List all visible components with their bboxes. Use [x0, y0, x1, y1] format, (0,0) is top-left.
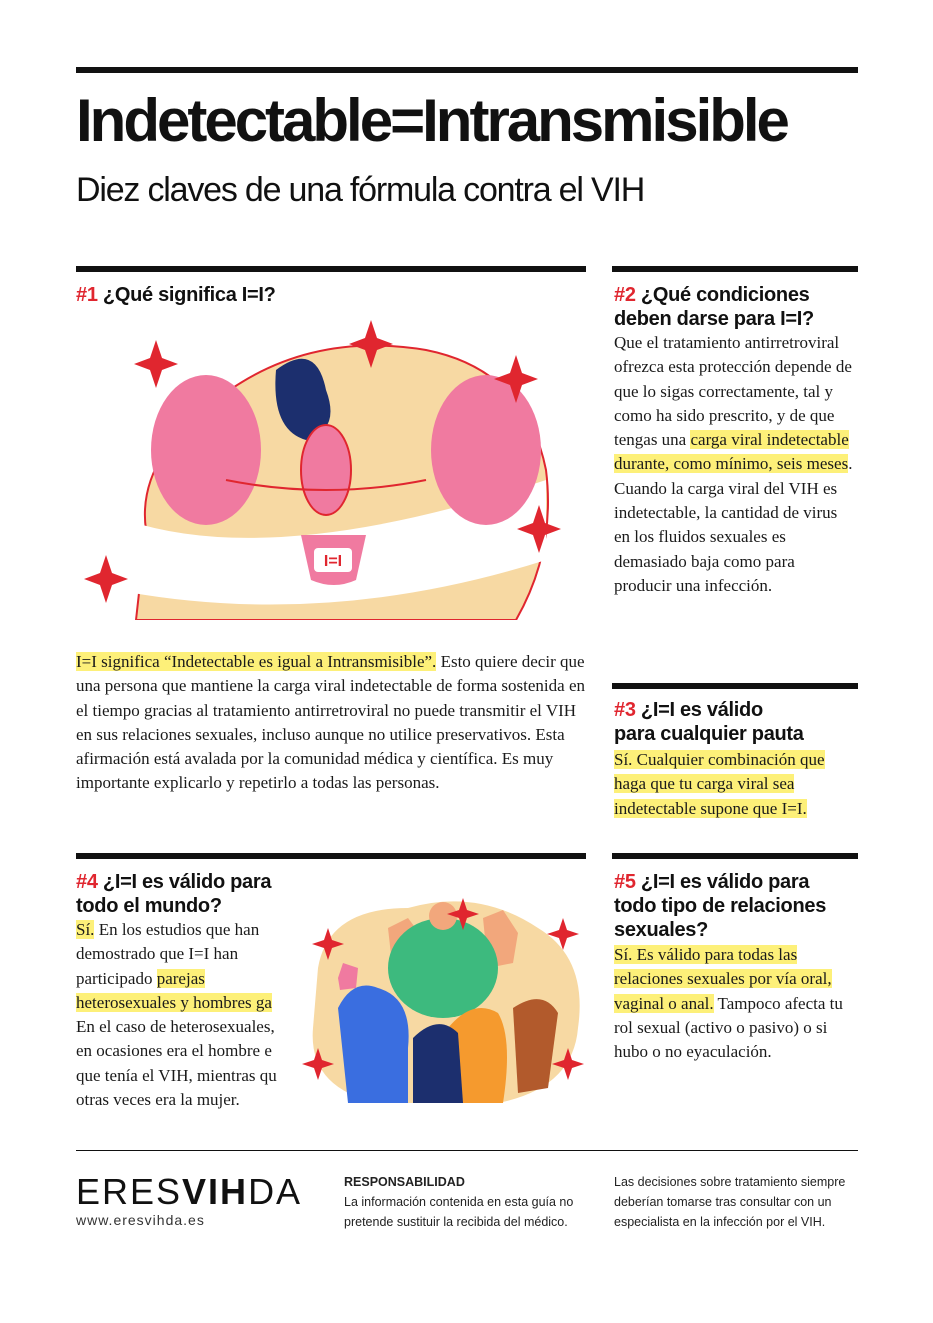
section-1-heading: ¿Qué significa I=I? — [102, 284, 276, 306]
section-4-text-1: En los estudios que han demostrado que I=I han participado — [76, 920, 260, 988]
section-5-heading-line3: sexuales? — [614, 919, 709, 941]
disclaimer-text: La información contenida en esta guía no pretende sustituir la recibida del médico. — [344, 1195, 574, 1229]
page-subtitle: Diez claves de una fórmula contra el VIH — [76, 171, 645, 209]
section-4-number: #4 — [76, 871, 98, 893]
section-2-highlight: carga viral indetectable durante, como mínimo, seis meses — [614, 430, 849, 474]
section-2-text-after: . Cuando la carga viral del VIH es indetectable, la cantidad de virus en los fluidos sexuales es demasiado baja como para producir una infección. — [614, 454, 853, 595]
section-3-body — [614, 748, 858, 821]
section-2-title — [614, 283, 858, 331]
section-4-rule — [76, 853, 586, 859]
section-3-heading-line2: para cualquier pauta — [614, 723, 804, 745]
section-1-title — [76, 283, 586, 307]
section-5-text: Tampoco afecta tu rol sexual (activo o pasivo) o si hubo o no eyaculación. — [614, 993, 843, 1062]
section-5-highlight: Sí. Es válido para todas las relaciones sexuales por vía oral, vaginal o anal. — [614, 945, 832, 1013]
section-1-body — [76, 650, 588, 796]
section-4-highlight-1: Sí. — [76, 920, 95, 939]
disclaimer-title: RESPONSABILIDAD — [344, 1175, 465, 1189]
logo-part-3: DA — [248, 1171, 303, 1212]
section-5-title — [614, 870, 858, 942]
section-1-text: Esto quiere decir que una persona que mantiene la carga viral indetectable de forma sostenida en el tiempo gracias al tratamiento antirretroviral no puede transmitir el VIH en sus relaciones sexuales, incluso aunque no utilice preservativos. Esta afirmación está avalada por la comunidad médica y científica. Es muy importante explicarlo y repetirlo a todas las personas. — [76, 652, 585, 793]
section-4-title — [76, 870, 316, 918]
section-3-highlight: Sí. Cualquier combinación que haga que tu carga viral sea indetectable supone que I=I. — [614, 750, 825, 818]
illustration-badge: I=I — [323, 553, 343, 570]
logo-part-1: ERES — [76, 1171, 183, 1212]
section-4-highlight-2: parejas heterosexuales y hombres ga — [76, 968, 272, 1012]
section-5-heading-line1: ¿I=I es válido para — [640, 871, 810, 893]
section-5-heading-line2: todo tipo de relaciones — [614, 895, 827, 917]
section-2-body — [614, 331, 854, 598]
section-3-rule — [612, 683, 858, 689]
website-link[interactable]: www.eresvihda.es — [76, 1212, 205, 1228]
section-5-number: #5 — [614, 871, 636, 893]
section-2-heading-line1: ¿Qué condiciones — [640, 284, 810, 306]
logo-part-2: VIH — [182, 1171, 249, 1212]
page-title: Indetectable=Intransmisible — [76, 87, 787, 154]
section-5-rule — [612, 853, 858, 859]
section-2-rule — [612, 266, 858, 272]
disclaimer-block — [344, 1172, 574, 1232]
section-1-rule — [76, 266, 586, 272]
header-rule — [76, 67, 858, 73]
illustration-person-thinking — [76, 310, 586, 620]
footer-rule — [76, 1150, 858, 1151]
section-2-heading-line2: deben darse para I=I? — [614, 308, 814, 330]
section-1-number: #1 — [76, 284, 98, 306]
section-3-heading-line1: ¿I=I es válido — [640, 699, 763, 721]
section-4-heading-line1: ¿I=I es válido para — [102, 871, 272, 893]
section-4-body — [76, 918, 294, 1118]
section-1-highlight: I=I significa “Indetectable es igual a Intransmisible”. — [76, 652, 437, 671]
section-5-body — [614, 943, 858, 1064]
section-4-text-2: En el caso de heterosexuales, en ocasiones era el hombre e que tenía el VIH, mientras qu otras veces era la mujer. — [76, 1017, 277, 1110]
section-2-text-before: Que el tratamiento antirretroviral ofrezca esta protección depende de que lo sigas correctamente, tal y como ha sido prescrito, y de que tengas una — [614, 333, 852, 450]
brand-logo — [76, 1172, 302, 1212]
section-4-heading-line2: todo el mundo? — [76, 895, 222, 917]
section-3-number: #3 — [614, 699, 636, 721]
footer-note: Las decisiones sobre tratamiento siempre deberían tomarse tras consultar con un especialista en la infección por el VIH. — [614, 1175, 846, 1229]
section-3-title — [614, 698, 858, 746]
section-2-number: #2 — [614, 284, 636, 306]
illustration-thumbs-up-group — [298, 888, 590, 1110]
